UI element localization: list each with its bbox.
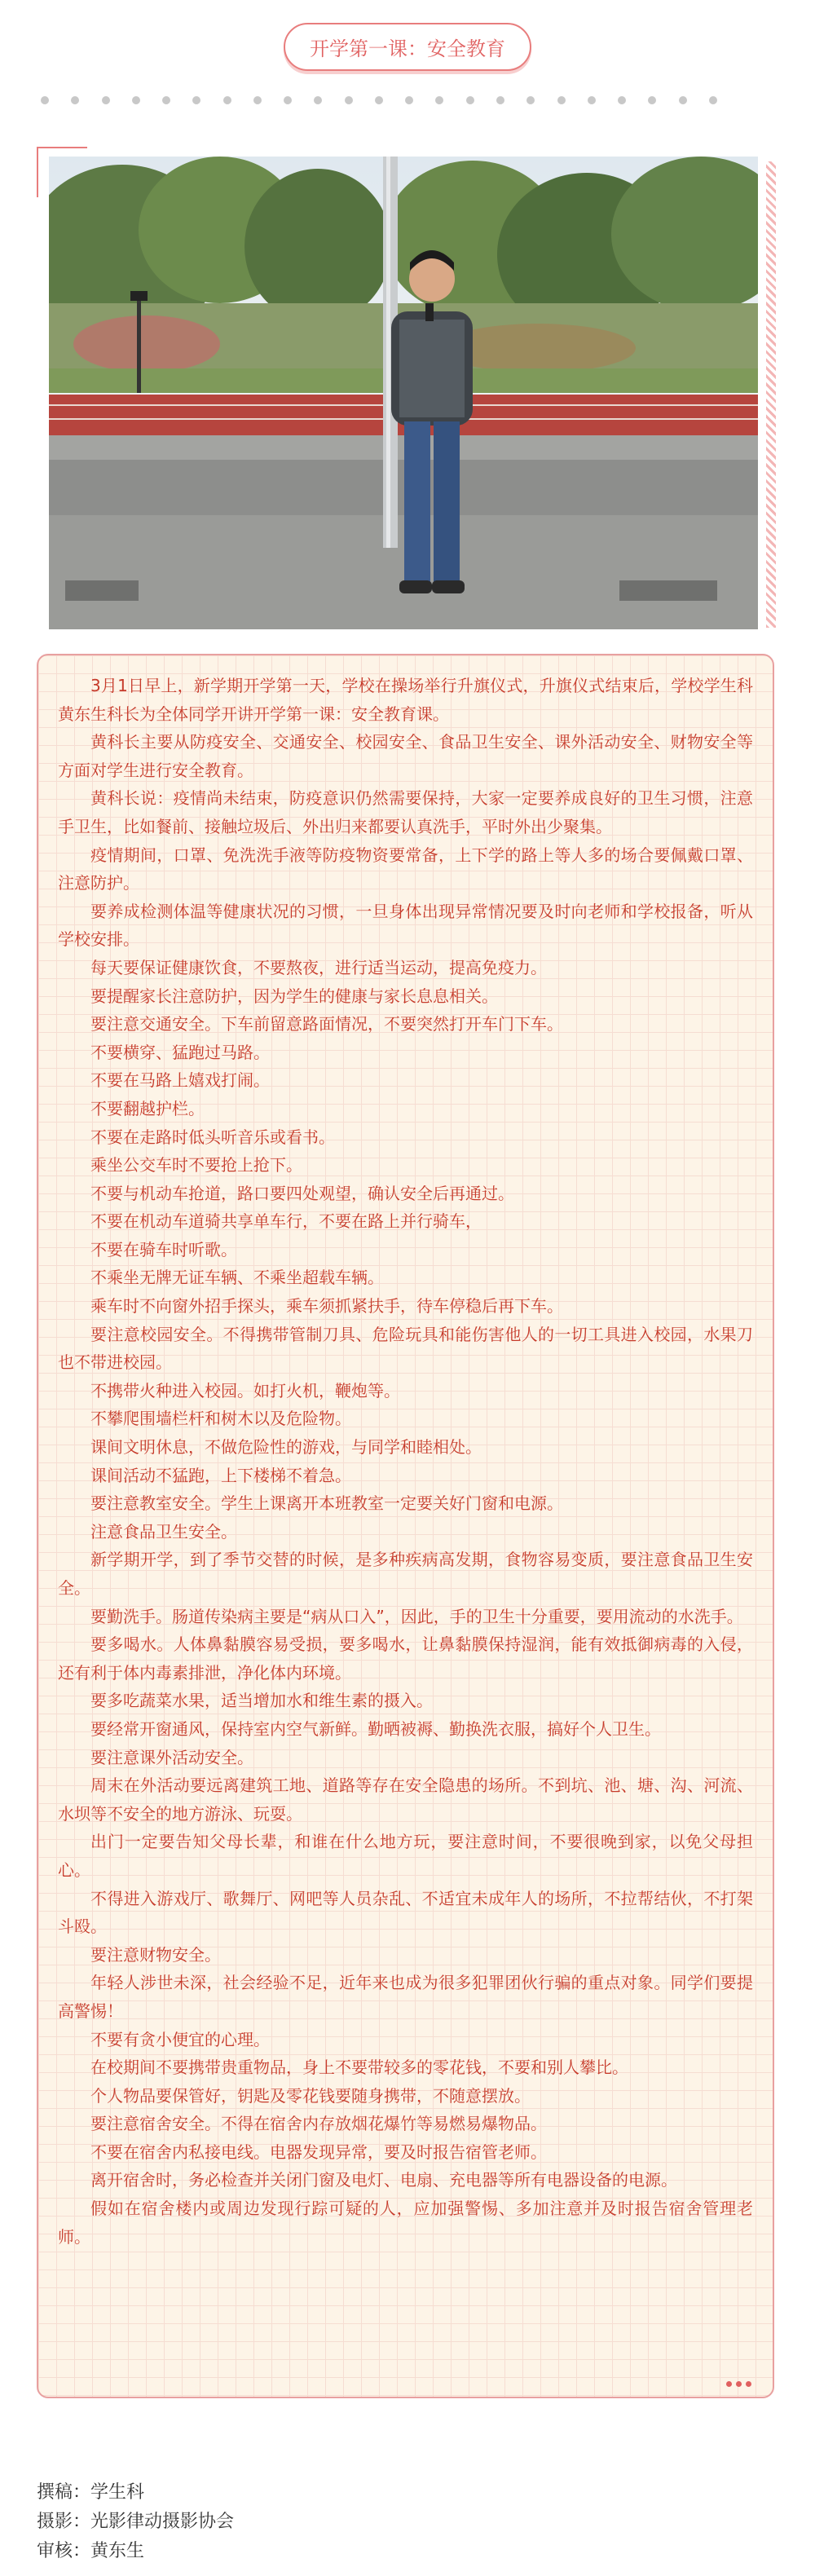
stripe-decoration [766,161,776,628]
paragraph: 不要翻越护栏。 [90,1098,205,1118]
dot-divider [41,96,717,104]
paragraph: 假如在宿舍楼内或周边发现行踪可疑的人，应加强警惕、多加注意并及时报告宿舍管理老师。 [58,2199,753,2247]
paragraph: 不携带火种进入校园。如打火机，鞭炮等。 [90,1380,400,1400]
paragraph: 要注意交通安全。下车前留意路面情况，不要突然打开车门下车。 [90,1014,563,1034]
paragraph: 3月1日早上，新学期开学第一天，学校在操场举行升旗仪式，升旗仪式结束后，学校学生科黄东生科长为全体同学开讲开学第一课：安全教育课。 [58,676,753,724]
paragraph: 课间活动不猛跑，上下楼梯不着急。 [90,1465,351,1485]
paragraph: 新学期开学，到了季节交替的时候，是多种疾病高发期，食物容易变质，要注意食品卫生安全。 [58,1550,753,1598]
paragraph: 在校期间不要携带贵重物品，身上不要带较多的零花钱，不要和别人攀比。 [90,2058,628,2078]
paragraph: 不要在机动车道骑共享单车行，不要在路上并行骑车， [90,1211,482,1232]
credit-writer: 撰稿：学生科 [37,2482,145,2503]
paragraph: 要提醒家长注意防护，因为学生的健康与家长息息相关。 [90,986,498,1006]
credit-reviewer: 审核：黄东生 [37,2541,145,2561]
paragraph: 疫情期间，口罩、免洗洗手液等防疫物资要常备，上下学的路上等人多的场合要佩戴口罩、注意防护。 [58,845,753,893]
paragraph: 要注意课外活动安全。 [90,1747,253,1767]
paragraph: 注意食品卫生安全。 [90,1521,237,1542]
speaker-photo [49,157,758,629]
paragraph: 不要横穿、猛跑过马路。 [90,1042,270,1062]
paragraph: 要勤洗手。肠道传染病主要是“病从口入”，因此，手的卫生十分重要，要用流动的水洗手。 [90,1606,743,1626]
paragraph: 要注意宿舍安全。不得在宿舍内存放烟花爆竹等易燃易爆物品。 [90,2114,547,2134]
paragraph: 周末在外活动要远离建筑工地、道路等存在安全隐患的场所。不到坑、池、塘、沟、河流、水坝等不安全的地方游泳、玩耍。 [58,1775,753,1824]
credit-photographer: 摄影：光影律动摄影协会 [37,2512,235,2532]
paragraph: 要经常开窗通风，保持室内空气新鲜。勤晒被褥、勤换洗衣服，搞好个人卫生。 [90,1718,661,1739]
paragraph: 个人物品要保管好，钥匙及零花钱要随身携带，不随意摆放。 [90,2085,531,2106]
photo-frame [37,147,766,636]
end-mark-icon [726,2381,751,2387]
paragraph: 不得进入游戏厅、歌舞厅、网吧等人员杂乱、不适宜未成年人的场所，不拉帮结伙，不打架斗殴。 [58,1888,753,1937]
paragraph: 出门一定要告知父母长辈，和谁在什么地方玩，要注意时间，不要很晚到家，以免父母担心。 [58,1832,753,1880]
paragraph: 黄科长主要从防疫安全、交通安全、校园安全、食品卫生安全、课外活动安全、财物安全等方面对学生进行安全教育。 [58,732,753,780]
paragraph: 不要在马路上嬉戏打闹。 [90,1070,270,1091]
paragraph: 课间文明休息，不做危险性的游戏，与同学和睦相处。 [90,1437,482,1458]
credits [37,2478,234,2566]
title-section [0,23,815,71]
paragraph: 不要有贪小便宜的心理。 [90,2029,270,2049]
paragraph: 要多吃蔬菜水果，适当增加水和维生素的摄入。 [90,1691,433,1711]
paragraph: 不要在宿舍内私接电线。电器发现异常，要及时报告宿管老师。 [90,2142,547,2162]
paragraph: 不乘坐无牌无证车辆、不乘坐超载车辆。 [90,1268,384,1288]
article-body [37,654,774,2398]
paragraph: 乘坐公交车时不要抢上抢下。 [90,1155,302,1176]
paragraph: 离开宿舍时，务必检查并关闭门窗及电灯、电扇、充电器等所有电器设备的电源。 [90,2170,677,2190]
paragraph: 要注意校园安全。不得携带管制刀具、危险玩具和能伤害他人的一切工具进入校园，水果刀也不带进校园。 [58,1324,753,1373]
paragraph: 要多喝水。人体鼻黏膜容易受损，要多喝水，让鼻黏膜保持湿润，能有效抵御病毒的入侵，还有利于体内毒素排泄，净化体内环境。 [58,1634,753,1683]
paragraph: 要注意财物安全。 [90,1944,221,1965]
paragraph: 不攀爬围墙栏杆和树木以及危险物。 [90,1409,351,1429]
paragraph: 乘车时不向窗外招手探头，乘车须抓紧扶手，待车停稳后再下车。 [90,1296,563,1317]
paragraph: 要注意教室安全。学生上课离开本班教室一定要关好门窗和电源。 [90,1493,563,1514]
paragraph: 不要在骑车时听歌。 [90,1239,237,1259]
page-title: 开学第一课：安全教育 [284,23,531,71]
paragraph: 要养成检测体温等健康状况的习惯，一旦身体出现异常情况要及时向老师和学校报备，听从学校安排。 [58,901,753,950]
paragraph: 不要与机动车抢道，路口要四处观望，确认安全后再通过。 [90,1183,514,1203]
paragraph: 年轻人涉世未深，社会经验不足，近年来也成为很多犯罪团伙行骗的重点对象。同学们要提高警惕！ [58,1973,753,2021]
paragraph: 每天要保证健康饮食，不要熬夜，进行适当运动，提高免疫力。 [90,957,547,977]
paragraph: 黄科长说：疫情尚未结束，防疫意识仍然需要保持，大家一定要养成良好的卫生习惯，注意手卫生，比如餐前、接触垃圾后、外出归来都要认真洗手，平时外出少聚集。 [58,788,753,836]
paragraph: 不要在走路时低头听音乐或看书。 [90,1127,335,1147]
